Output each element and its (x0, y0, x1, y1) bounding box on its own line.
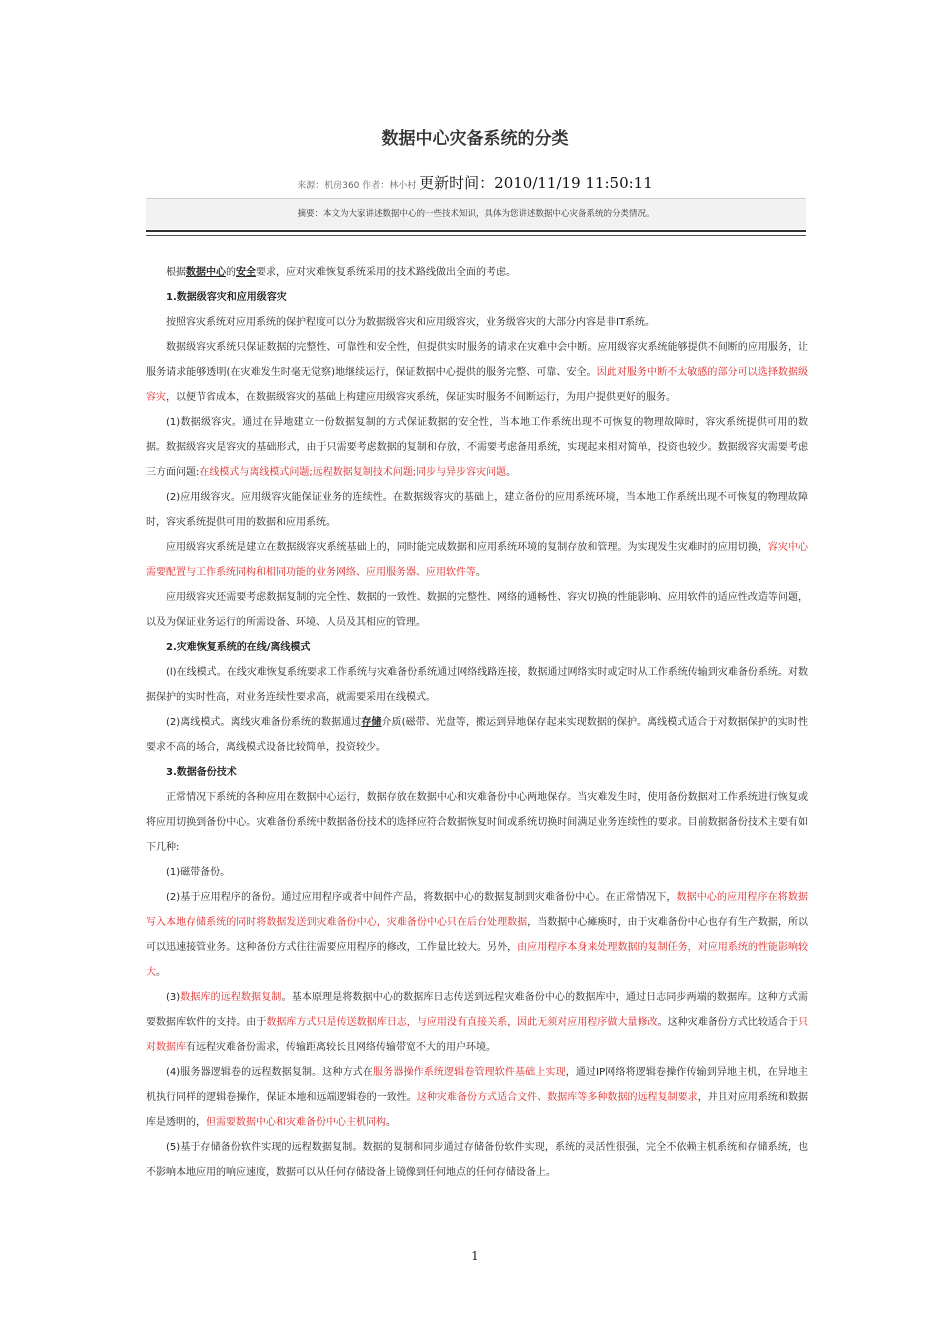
paragraph: (2)应用级容灾。应用级容灾能保证业务的连续性。在数据级容灾的基础上，建立备份的应用系统环境，当本地工作系统出现不可恢复的物理故障时，容灾系统提供可用的数据和应用系统。 (146, 492, 808, 528)
paragraph: 应用级容灾系统是建立在数据级容灾系统基础上的，同时能完成数据和应用系统环境的复制存放和管理。为实现发生灾难时的应用切换，容灾中心需要配置与工作系统同构和相同功能的业务网络、应用服务器、应用软件等。 (146, 542, 809, 578)
paragraph: (3)数据库的远程数据复制。基本原理是将数据中心的数据库日志传送到远程灾难备份中心的数据库中，通过日志同步两端的数据库。这种方式需要数据库软件的支持。由于数据库方式只是传送数据库日志，与应用没有直接关系，因此无须对应用程序做大量修改。这种灾难备份方式比较适合于只对数据库有远程灾难备份需求，传输距离较长且网络传输带宽不大的用户环境。 (146, 992, 809, 1053)
article-meta (0, 172, 950, 193)
storage-link[interactable]: 存储 (361, 717, 382, 728)
paragraph: (4)服务器逻辑卷的远程数据复制。这种方式在服务器操作系统逻辑卷管理软件基础上实现，通过IP网络将逻辑卷操作传输到异地主机，在异地主机执行同样的逻辑卷操作，保证本地和远端逻辑卷的一致性。这种灾难备份方式适合文件、数据库等多种数据的远程复制要求，并且对应用系统和数据库是透明的，但需要数据中心和灾难备份中心主机同构。 (146, 1067, 809, 1128)
section-heading: 2.灾难恢复系统的在线/离线模式 (166, 642, 311, 653)
paragraph: 数据级容灾系统只保证数据的完整性、可靠性和安全性，但提供实时服务的请求在灾难中会中断。应用级容灾系统能够提供不间断的应用服务，让服务请求能够透明(在灾难发生时毫无觉察)地继续运行，保证数据中心提供的服务完整、可靠、安全。因此对服务中断不太敏感的部分可以选择数据级容灾，以便节省成本，在数据级容灾的基础上构建应用级容灾系统，保证实时服务不间断运行，为用户提供更好的服务。 (146, 342, 809, 403)
page-number: 1 (471, 1249, 479, 1263)
paragraph: 应用级容灾还需要考虑数据复制的完全性、数据的一致性、数据的完整性、网络的通畅性、容灾切换的性能影响、应用软件的适应性改造等问题，以及为保证业务运行的所需设备、环境、人员及其相应的管理。 (146, 592, 808, 628)
paragraph: 按照容灾系统对应用系统的保护程度可以分为数据级容灾和应用级容灾，业务级容灾的大部分内容是非IT系统。 (166, 317, 656, 328)
intro-paragraph: 根据数据中心的安全要求，应对灾难恢复系统采用的技术路线做出全面的考虑。 (166, 267, 516, 278)
paragraph: (2)离线模式。离线灾难备份系统的数据通过存储介质(磁带、光盘等，搬运到异地保存起来实现数据的保护。离线模式适合于对数据保护的实时性要求不高的场合，离线模式设备比较简单，投资较少。 (146, 717, 808, 753)
page-title: 数据中心灾备系统的分类 (381, 129, 569, 149)
paragraph: (l)在线模式。在线灾难恢复系统要求工作系统与灾难备份系统通过网络线路连接，数据通过网络实时或定时从工作系统传输到灾难备份系统。对数据保护的实时性高，对业务连续性要求高，就需要采用在线模式。 (146, 667, 808, 703)
data-center-link[interactable]: 数据中心 (186, 267, 226, 278)
article-body (146, 260, 808, 1185)
section-heading: 1.数据级容灾和应用级容灾 (166, 292, 287, 303)
paragraph: (2)基于应用程序的备份。通过应用程序或者中间件产品，将数据中心的数据复制到灾难备份中心。在正常情况下，数据中心的应用程序在将数据写入本地存储系统的同时将数据发送到灾难备份中心，灾难备份中心只在后台处理数据，当数据中心瘫痪时，由于灾难备份中心也存有生产数据，所以可以迅速接管业务。这种备份方式往往需要应用程序的修改，工作量比较大。另外，由应用程序本身来处理数据的复制任务，对应用系统的性能影响较大。 (146, 892, 809, 978)
paragraph: (5)基于存储备份软件实现的远程数据复制。数据的复制和同步通过存储备份软件实现，系统的灵活性很强，完全不依赖主机系统和存储系统，也不影响本地应用的响应速度，数据可以从任何存储设备上镜像到任何地点的任何存储设备上。 (146, 1142, 808, 1178)
paragraph: (1)数据级容灾。通过在异地建立一份数据复制的方式保证数据的安全性，当本地工作系统出现不可恢复的物理故障时，容灾系统提供可用的数据。数据级容灾是容灾的基础形式，由于只需要考虑数据的复制和存放，不需要考虑备用系统，实现起来相对简单，投资也较少。数据级容灾需要考虑三方面问题:在线模式与离线模式问题;远程数据复制技术问题;同步与异步容灾问题。 (146, 417, 808, 478)
divider (146, 230, 806, 232)
paragraph: 正常情况下系统的各种应用在数据中心运行，数据存放在数据中心和灾难备份中心两地保存。当灾难发生时，使用备份数据对工作系统进行恢复或将应用切换到备份中心。灾难备份系统中数据备份技术的选择应符合数据恢复时间或系统切换时间满足业务连续性的要求。目前数据备份技术主要有如下几种: (146, 792, 808, 853)
update-time: 更新时间：2010/11/19 11:50:11 (419, 174, 653, 192)
paragraph: (1)磁带备份。 (166, 867, 231, 878)
abstract-box: 摘要：本文为大家讲述数据中心的一些技术知识，具体为您讲述数据中心灾备系统的分类情况。 (146, 198, 806, 229)
divider (146, 235, 806, 236)
section-heading: 3.数据备份技术 (166, 767, 237, 778)
security-link[interactable]: 安全 (236, 267, 256, 278)
source-author: 来源：机房360 作者：林小村 (297, 181, 417, 191)
